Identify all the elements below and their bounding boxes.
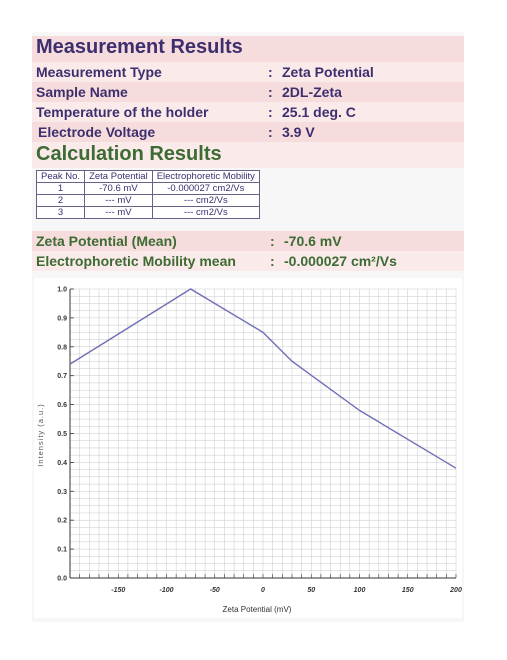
- y-tick-label: 0.4: [57, 459, 67, 467]
- x-tick-label: -150: [111, 587, 126, 594]
- x-axis-label: Zeta Potential (mV): [222, 605, 292, 614]
- electrode-voltage-label: Electrode Voltage: [38, 124, 156, 140]
- x-tick-label: -50: [209, 587, 220, 594]
- y-axis-label: Intensity (a.u.): [36, 403, 45, 467]
- x-tick-label: 50: [307, 587, 316, 594]
- x-tick-label: 200: [450, 587, 462, 594]
- column-header: Zeta Potential: [85, 171, 153, 183]
- temperature-label: Temperature of the holder: [36, 104, 209, 120]
- zeta-mean-value: -70.6 mV: [284, 233, 342, 249]
- column-header: Electrophoretic Mobility: [152, 171, 259, 183]
- y-tick-label: 0.7: [57, 373, 67, 381]
- y-tick-label: 0.5: [57, 431, 67, 438]
- y-tick-label: 0.8: [57, 344, 67, 352]
- table-cell: -0.000027 cm2/Vs: [152, 183, 259, 195]
- mobility-mean-label: Electrophoretic Mobility mean: [36, 253, 236, 269]
- table-cell: -70.6 mV: [85, 183, 153, 195]
- measurement-heading: Measurement Results: [36, 36, 243, 58]
- table-cell: 2: [37, 195, 85, 207]
- table-cell: --- mV: [85, 195, 153, 207]
- table-cell: 3: [37, 207, 85, 219]
- table-cell: --- cm2/Vs: [152, 207, 259, 219]
- y-tick-label: 0.6: [57, 402, 67, 410]
- x-tick-label: 0: [261, 587, 265, 594]
- table-cell: 1: [37, 183, 85, 195]
- separator: :: [268, 64, 273, 80]
- sample-name-label: Sample Name: [36, 84, 128, 100]
- sample-name-value: 2DL-Zeta: [282, 84, 342, 100]
- table-cell: --- mV: [85, 207, 153, 219]
- measurement-type-value: Zeta Potential: [282, 64, 374, 80]
- y-tick-label: 0.0: [57, 575, 67, 583]
- electrode-voltage-value: 3.9 V: [282, 124, 315, 140]
- separator: :: [270, 233, 275, 249]
- column-header: Peak No.: [37, 171, 85, 183]
- x-tick-label: 100: [353, 587, 366, 594]
- zeta-mean-label: Zeta Potential (Mean): [36, 233, 177, 249]
- mobility-mean-value: -0.000027 cm²/Vs: [284, 253, 397, 269]
- y-tick-label: 0.1: [57, 546, 67, 554]
- calculation-heading: Calculation Results: [36, 143, 222, 165]
- y-tick-label: 1.0: [57, 286, 67, 294]
- separator: :: [270, 253, 275, 269]
- y-tick-label: 0.3: [57, 488, 67, 496]
- x-tick-label: -100: [159, 587, 174, 594]
- x-tick-label: 150: [401, 587, 414, 594]
- temperature-value: 25.1 deg. C: [282, 104, 356, 120]
- table-cell: --- cm2/Vs: [152, 195, 259, 207]
- separator: :: [268, 104, 273, 120]
- separator: :: [268, 84, 273, 100]
- measurement-type-label: Measurement Type: [36, 64, 162, 80]
- y-tick-label: 0.9: [57, 315, 67, 323]
- separator: :: [268, 124, 273, 140]
- y-tick-label: 0.2: [57, 517, 67, 525]
